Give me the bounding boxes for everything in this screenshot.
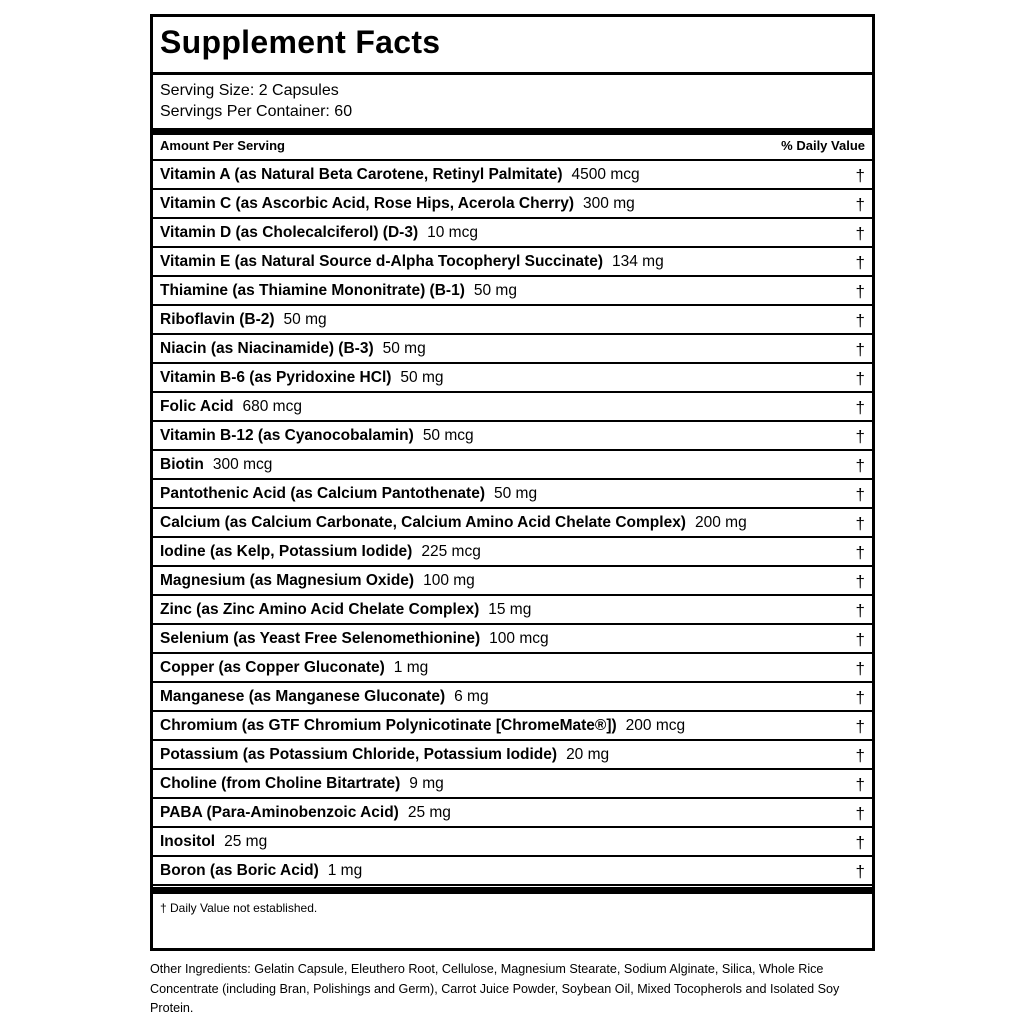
daily-value-dagger: † bbox=[855, 804, 865, 823]
nutrient-text bbox=[160, 427, 474, 445]
daily-value-dagger: † bbox=[855, 224, 865, 243]
daily-value-dagger: † bbox=[855, 195, 865, 214]
nutrient-name: Riboflavin (B-2) bbox=[160, 311, 275, 328]
daily-value-dagger: † bbox=[855, 862, 865, 881]
serving-size: Serving Size: 2 Capsules bbox=[160, 82, 339, 99]
nutrient-row bbox=[153, 654, 872, 683]
nutrient-amount: 4500 mcg bbox=[571, 166, 640, 183]
nutrient-amount: 1 mg bbox=[327, 862, 363, 879]
nutrient-amount: 200 mcg bbox=[625, 717, 686, 734]
nutrient-row bbox=[153, 393, 872, 422]
nutrient-amount: 300 mcg bbox=[212, 456, 273, 473]
servings-per-container: Servings Per Container: 60 bbox=[160, 103, 353, 120]
nutrient-amount: 9 mg bbox=[409, 775, 444, 792]
nutrient-row bbox=[153, 683, 872, 712]
daily-value-dagger: † bbox=[855, 340, 865, 359]
nutrient-name: Zinc (as Zinc Amino Acid Chelate Complex) bbox=[160, 601, 480, 618]
nutrient-text bbox=[160, 398, 302, 416]
nutrient-row bbox=[153, 161, 872, 190]
nutrient-name: Boron (as Boric Acid) bbox=[160, 862, 319, 879]
nutrient-amount: 25 mg bbox=[407, 804, 451, 821]
nutrient-text bbox=[160, 601, 531, 619]
footnote: † Daily Value not established. bbox=[160, 901, 318, 915]
daily-value-dagger: † bbox=[855, 630, 865, 649]
nutrient-name: Pantothenic Acid (as Calcium Pantothenate) bbox=[160, 485, 485, 502]
daily-value-dagger: † bbox=[855, 369, 865, 388]
daily-value-dagger: † bbox=[855, 717, 865, 736]
nutrient-row bbox=[153, 422, 872, 451]
nutrient-row bbox=[153, 596, 872, 625]
nutrient-text bbox=[160, 717, 685, 735]
nutrient-text bbox=[160, 195, 635, 213]
nutrient-text bbox=[160, 514, 747, 532]
daily-value-dagger: † bbox=[855, 456, 865, 475]
nutrient-amount: 15 mg bbox=[488, 601, 532, 618]
daily-value-dagger: † bbox=[855, 166, 865, 185]
nutrient-amount: 50 mg bbox=[283, 311, 327, 328]
nutrient-row bbox=[153, 799, 872, 828]
daily-value-dagger: † bbox=[855, 427, 865, 446]
daily-value-dagger: † bbox=[855, 543, 865, 562]
nutrient-amount: 50 mg bbox=[493, 485, 538, 502]
daily-value-dagger: † bbox=[855, 833, 865, 852]
nutrient-name: Choline (from Choline Bitartrate) bbox=[160, 775, 401, 792]
nutrient-name: Vitamin C (as Ascorbic Acid, Rose Hips, Acerola Cherry) bbox=[160, 195, 575, 212]
nutrient-text bbox=[160, 804, 451, 822]
nutrient-amount: 50 mcg bbox=[422, 427, 474, 444]
nutrient-row bbox=[153, 277, 872, 306]
nutrient-row bbox=[153, 480, 872, 509]
nutrient-amount: 200 mg bbox=[694, 514, 747, 531]
nutrient-name: Biotin bbox=[160, 456, 204, 473]
nutrient-text bbox=[160, 688, 489, 706]
nutrient-amount: 50 mg bbox=[473, 282, 517, 299]
nutrient-name: Vitamin B-6 (as Pyridoxine HCl) bbox=[160, 369, 392, 386]
daily-value-dagger: † bbox=[855, 601, 865, 620]
nutrient-amount: 50 mg bbox=[382, 340, 426, 357]
nutrient-name: Iodine (as Kelp, Potassium Iodide) bbox=[160, 543, 413, 560]
nutrient-name: Chromium (as GTF Chromium Polynicotinate [ChromeMate®]) bbox=[160, 717, 617, 734]
other-ingredients: Other Ingredients: Gelatin Capsule, Eleuthero Root, Cellulose, Magnesium Stearate, Sodium Alginate, Silica, Whole Rice Concentrate (including Bran, Polishings and Germ), Carrot Juice Powder, Soybean Oil, Mixed Tocopherols and Isolated Soy Protein. bbox=[150, 962, 840, 1015]
nutrient-amount: 134 mg bbox=[612, 253, 664, 270]
nutrient-text bbox=[160, 282, 517, 300]
nutrient-row bbox=[153, 741, 872, 770]
nutrient-row bbox=[153, 306, 872, 335]
nutrient-row bbox=[153, 335, 872, 364]
nutrient-row bbox=[153, 567, 872, 596]
nutrient-amount: 50 mg bbox=[400, 369, 444, 386]
nutrient-row bbox=[153, 625, 872, 654]
nutrient-row bbox=[153, 509, 872, 538]
daily-value-dagger: † bbox=[855, 485, 865, 504]
thick-divider-top bbox=[153, 128, 872, 135]
nutrient-table bbox=[153, 161, 872, 886]
daily-value-header: % Daily Value bbox=[781, 138, 865, 153]
nutrient-row bbox=[153, 828, 872, 857]
daily-value-dagger: † bbox=[855, 398, 865, 417]
nutrient-row bbox=[153, 364, 872, 393]
nutrient-name: Niacin (as Niacinamide) (B-3) bbox=[160, 340, 374, 357]
nutrient-text bbox=[160, 166, 640, 184]
nutrient-name: Folic Acid bbox=[160, 398, 234, 415]
daily-value-dagger: † bbox=[855, 746, 865, 765]
nutrient-row bbox=[153, 451, 872, 480]
nutrient-row bbox=[153, 190, 872, 219]
panel-title: Supplement Facts bbox=[160, 24, 441, 60]
nutrient-name: Manganese (as Manganese Gluconate) bbox=[160, 688, 446, 705]
nutrient-amount: 20 mg bbox=[566, 746, 610, 763]
nutrient-text bbox=[160, 833, 267, 851]
nutrient-amount: 1 mg bbox=[393, 659, 429, 676]
nutrient-name: Vitamin B-12 (as Cyanocobalamin) bbox=[160, 427, 414, 444]
nutrient-name: PABA (Para-Aminobenzoic Acid) bbox=[160, 804, 399, 821]
nutrient-text bbox=[160, 340, 426, 358]
nutrient-name: Magnesium (as Magnesium Oxide) bbox=[160, 572, 415, 589]
nutrient-name: Vitamin E (as Natural Source d-Alpha Tocopheryl Succinate) bbox=[160, 253, 603, 270]
nutrient-name: Inositol bbox=[160, 833, 216, 850]
nutrient-name: Selenium (as Yeast Free Selenomethionine) bbox=[160, 630, 481, 647]
daily-value-dagger: † bbox=[855, 659, 865, 678]
nutrient-row bbox=[153, 712, 872, 741]
daily-value-dagger: † bbox=[855, 311, 865, 330]
nutrient-text bbox=[160, 253, 664, 271]
daily-value-dagger: † bbox=[855, 514, 865, 533]
nutrient-text bbox=[160, 630, 549, 648]
daily-value-dagger: † bbox=[855, 253, 865, 272]
nutrient-amount: 225 mcg bbox=[421, 543, 481, 560]
nutrient-amount: 100 mg bbox=[423, 572, 475, 589]
nutrient-row bbox=[153, 219, 872, 248]
nutrient-amount: 680 mcg bbox=[242, 398, 302, 415]
nutrient-name: Vitamin A (as Natural Beta Carotene, Retinyl Palmitate) bbox=[160, 166, 563, 183]
nutrient-text bbox=[160, 456, 272, 474]
nutrient-name: Thiamine (as Thiamine Mononitrate) (B-1) bbox=[160, 282, 465, 299]
daily-value-dagger: † bbox=[855, 282, 865, 301]
nutrient-text bbox=[160, 659, 428, 677]
nutrient-name: Calcium (as Calcium Carbonate, Calcium Amino Acid Chelate Complex) bbox=[160, 514, 686, 531]
nutrient-text bbox=[160, 572, 475, 590]
nutrient-text bbox=[160, 224, 478, 242]
nutrient-name: Copper (as Copper Gluconate) bbox=[160, 659, 385, 676]
daily-value-dagger: † bbox=[855, 572, 865, 591]
nutrient-row bbox=[153, 538, 872, 567]
nutrient-row bbox=[153, 857, 872, 886]
nutrient-amount: 300 mg bbox=[583, 195, 635, 212]
thick-divider-bottom bbox=[153, 887, 872, 894]
nutrient-text bbox=[160, 746, 609, 764]
nutrient-text bbox=[160, 862, 362, 880]
nutrient-name: Vitamin D (as Cholecalciferol) (D-3) bbox=[160, 224, 419, 241]
supplement-facts-panel bbox=[150, 14, 875, 951]
nutrient-row bbox=[153, 770, 872, 799]
nutrient-amount: 6 mg bbox=[454, 688, 489, 705]
nutrient-text bbox=[160, 775, 444, 793]
nutrient-text bbox=[160, 543, 481, 561]
nutrient-text bbox=[160, 311, 327, 329]
daily-value-dagger: † bbox=[855, 688, 865, 707]
amount-per-serving-header: Amount Per Serving bbox=[160, 138, 285, 153]
daily-value-dagger: † bbox=[855, 775, 865, 794]
nutrient-name: Potassium (as Potassium Chloride, Potassium Iodide) bbox=[160, 746, 558, 763]
title-divider bbox=[153, 72, 872, 75]
nutrient-amount: 10 mcg bbox=[427, 224, 478, 241]
nutrient-amount: 25 mg bbox=[224, 833, 268, 850]
nutrient-text bbox=[160, 485, 537, 503]
nutrient-text bbox=[160, 369, 444, 387]
nutrient-row bbox=[153, 248, 872, 277]
nutrient-amount: 100 mcg bbox=[489, 630, 549, 647]
